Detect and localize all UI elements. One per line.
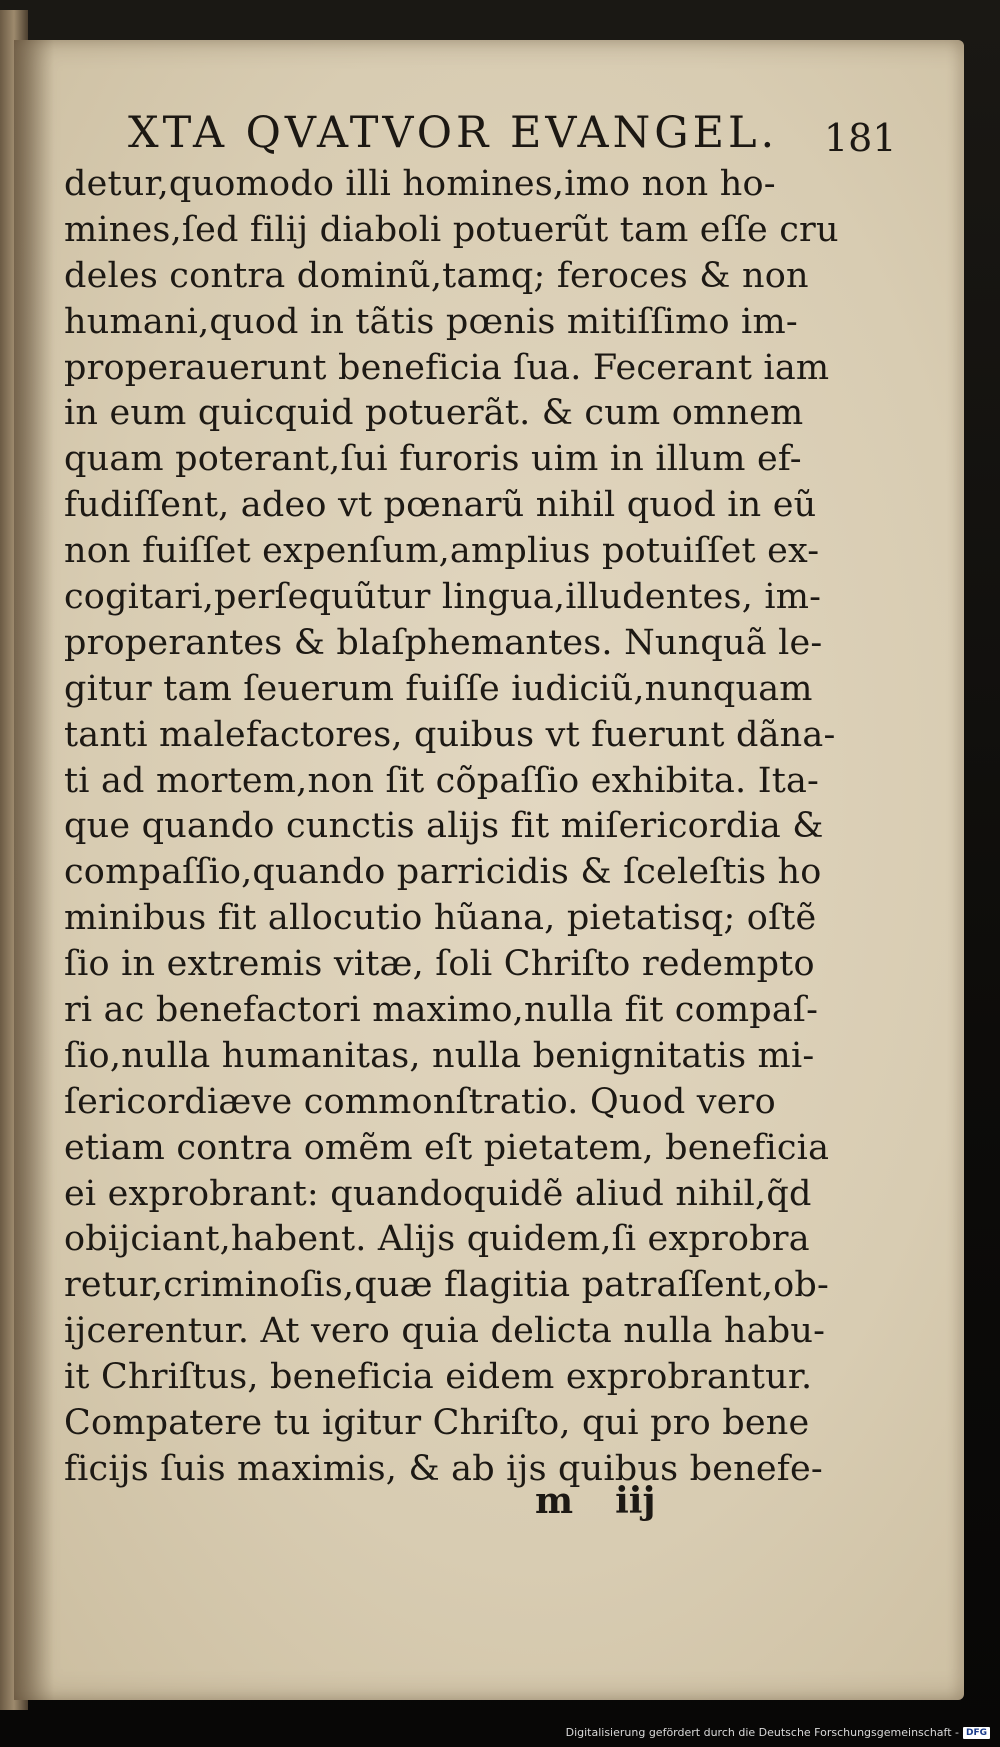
text-line: Compatere tu igitur Chriſto, qui pro bene: [64, 1403, 810, 1444]
text-line: retur,criminoſis,quæ flagitia patraſſent,ob-: [64, 1265, 830, 1306]
text-line: mines,ſed filij diaboli potuerũt tam eſſe cru: [64, 209, 839, 250]
text-line: quam poterant,ſui furoris uim in illum ef-: [64, 439, 802, 480]
text-line: ſio in extremis vitæ, ſoli Chriſto redempto: [64, 944, 815, 985]
text-line: it Chriſtus, beneficia eidem exprobrantur.: [64, 1357, 813, 1398]
text-line: humani,quod in tãtis pœnis mitiſſimo im-: [64, 301, 798, 342]
text-line: etiam contra omẽm eſt pietatem, beneficia: [64, 1127, 830, 1168]
text-line: fudiſſent, adeo vt pœnarũ nihil quod in eũ: [64, 485, 817, 526]
dfg-logo: DFG: [963, 1727, 990, 1739]
text-line: obijciant,habent. Alijs quidem,ſi exprobra: [64, 1219, 810, 1260]
text-line: cogitari,perſequũtur lingua,illudentes, im-: [64, 577, 822, 618]
text-line: minibus fit allocutio hũana, pietatisq; oſtẽ: [64, 898, 817, 939]
text-line: properauerunt beneficia ſua. Fecerant iam: [64, 347, 830, 388]
text-line: ri ac benefactori maximo,nulla fit compaſ-: [64, 990, 819, 1031]
text-line: ficijs ſuis maximis, & ab ijs quibus benefe-: [64, 1448, 823, 1489]
folio-number: 181: [824, 116, 897, 160]
text-line: non fuiſſet expenſum,amplius potuiſſet ex-: [64, 531, 820, 572]
digitization-credit: [566, 1726, 990, 1739]
text-line: gitur tam ſeuerum fuiſſe iudiciũ,nunquam: [64, 668, 813, 709]
body-text: [64, 162, 839, 1493]
text-line: tanti malefactores, quibus vt fuerunt dãna-: [64, 714, 836, 755]
page-gutter-shadow: [14, 40, 54, 1700]
signature-number: iij: [615, 1480, 656, 1522]
text-line: ei exprobrant: quandoquidẽ aliud nihil,q̃d: [64, 1173, 812, 1214]
running-head: [128, 108, 968, 168]
text-line: ſericordiæve commonſtratio. Quod vero: [64, 1081, 776, 1122]
text-line: deles contra dominũ,tamq; feroces & non: [64, 255, 809, 296]
text-line: detur,quomodo illi homines,imo non ho-: [64, 164, 776, 204]
credit-text: Digitalisierung gefördert durch die Deutsche Forschungsgemeinschaft -: [565, 1726, 959, 1739]
text-line: que quando cunctis alijs fit miſericordia &: [64, 806, 824, 847]
running-head-title: XTA QVATVOR EVANGEL.: [128, 108, 779, 158]
signature-mark: [535, 1480, 697, 1522]
text-line: compaſſio,quando parricidis & ſceleſtis ho: [64, 852, 822, 893]
text-line: ti ad mortem,non ſit cõpaſſio exhibita. Ita-: [64, 760, 820, 801]
text-line: ijcerentur. At vero quia delicta nulla habu-: [64, 1311, 826, 1352]
signature-letter: m: [535, 1480, 574, 1522]
text-line: in eum quicquid potuerãt. & cum omnem: [64, 393, 804, 434]
text-line: properantes & blaſphemantes. Nunquã le-: [64, 622, 823, 663]
text-line: ſio,nulla humanitas, nulla benignitatis mi-: [64, 1035, 815, 1076]
